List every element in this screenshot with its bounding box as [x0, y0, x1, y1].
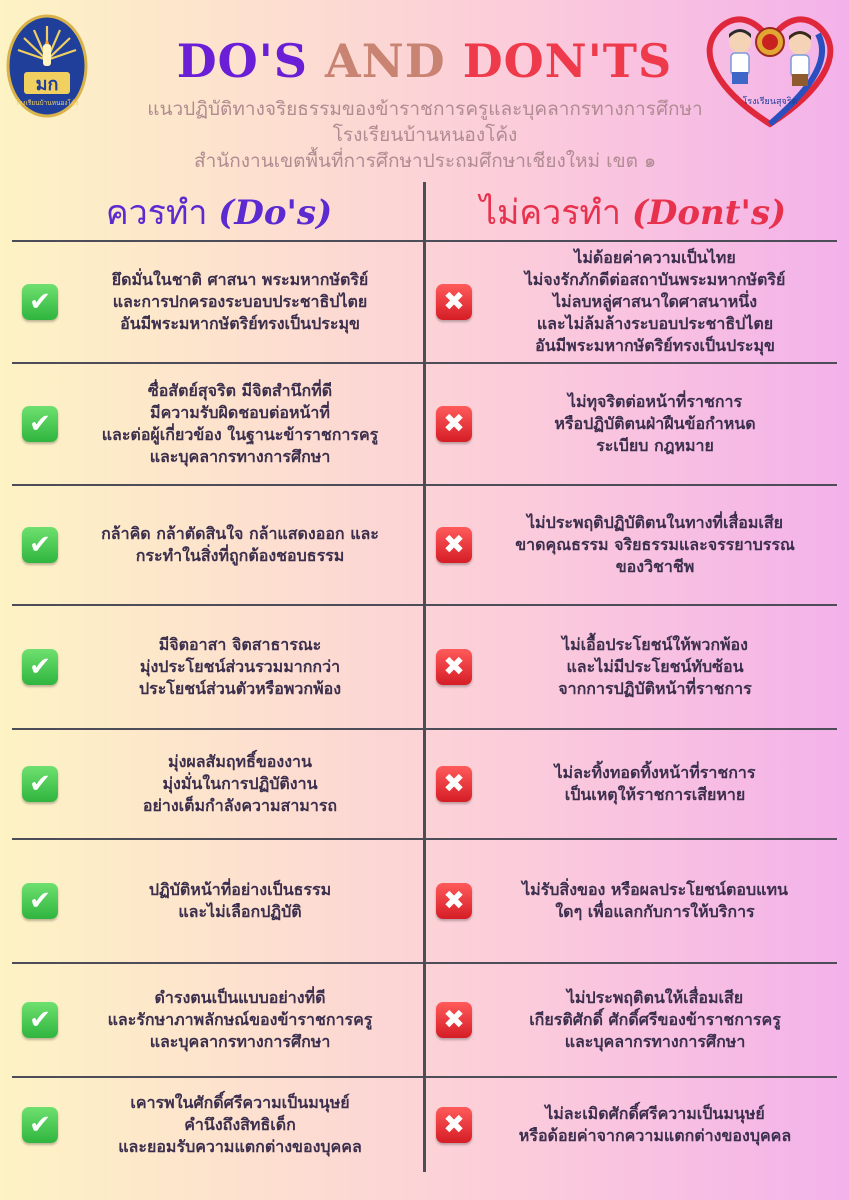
text-line: และบุคลากรทางการศึกษา — [564, 1032, 746, 1051]
text-line: หรือปฏิบัติตนฝ่าฝืนข้อกำหนด — [554, 414, 756, 433]
column-heading-dos-thai: ควรทำ — [105, 193, 208, 233]
dont-item — [428, 964, 838, 1076]
check-icon: ✔ — [22, 527, 58, 563]
dont-item-text — [472, 1103, 838, 1147]
text-line: ไม่ลบหลู่ศาสนาใดศาสนาหนึ่ง — [552, 292, 758, 311]
subtitle-school: โรงเรียนบ้านหนองโค้ง — [332, 124, 518, 146]
text-line: มีจิตอาสา จิตสาธารณะ — [158, 635, 322, 654]
cross-icon: ✖ — [436, 1002, 472, 1038]
school-logo-caption: โรงเรียนบ้านหนองโค้ง — [15, 99, 79, 107]
text-line: และไม่ล้มล้างระบอบประชาธิปไตย — [536, 314, 774, 333]
text-line: ระเบียบ กฎหมาย — [596, 436, 714, 455]
text-line: ไม่ด้อยค่าความเป็นไทย — [574, 248, 736, 267]
do-item — [14, 242, 422, 362]
text-line: ยึดมั่นในชาติ ศาสนา พระมหากษัตริย์ — [111, 270, 369, 289]
do-item-text — [58, 1092, 422, 1158]
cross-icon: ✖ — [436, 527, 472, 563]
title-dos: DO'S — [176, 34, 309, 88]
cross-icon: ✖ — [436, 1107, 472, 1143]
page-title — [0, 34, 849, 88]
text-line: หรือด้อยค่าจากความแตกต่างของบุคคล — [518, 1126, 792, 1145]
school-logo-text: มก — [35, 74, 59, 95]
do-item — [14, 1078, 422, 1172]
text-line: อย่างเต็มกำลังความสามารถ — [142, 796, 338, 815]
dont-item-text — [472, 391, 838, 457]
text-line: ไม่ประพฤติปฏิบัติตนในทางที่เสื่อมเสีย — [527, 513, 783, 532]
text-line: ไม่จงรักภักดีต่อสถาบันพระมหากษัตริย์ — [524, 270, 786, 289]
text-line: มุ่งมั่นในการปฏิบัติงาน — [162, 774, 318, 793]
dont-item-text — [472, 762, 838, 806]
text-line: และต่อผู้เกี่ยวข้อง ในฐานะข้าราชการครู — [101, 425, 379, 444]
do-item — [14, 730, 422, 838]
text-line: อันมีพระมหากษัตริย์ทรงเป็นประมุข — [120, 314, 360, 333]
check-icon: ✔ — [22, 766, 58, 802]
do-item-text — [58, 523, 422, 567]
text-line: และบุคลากรทางการศึกษา — [149, 1032, 331, 1051]
text-line: และไม่เลือกปฏิบัติ — [178, 902, 302, 921]
do-item-text — [58, 879, 422, 923]
text-line: เป็นเหตุให้ราชการเสียหาย — [564, 785, 746, 804]
do-item-text — [58, 634, 422, 700]
text-line: กล้าคิด กล้าตัดสินใจ กล้าแสดงออก และ — [101, 524, 379, 543]
text-line: และยอมรับความแตกต่างของบุคคล — [118, 1137, 362, 1156]
do-item — [14, 486, 422, 604]
text-line: และรักษาภาพลักษณ์ของข้าราชการครู — [107, 1010, 373, 1029]
do-item-text — [58, 751, 422, 817]
do-item — [14, 964, 422, 1076]
check-icon: ✔ — [22, 1002, 58, 1038]
dont-item — [428, 606, 838, 728]
text-line: ดำรงตนเป็นแบบอย่างที่ดี — [154, 988, 326, 1007]
text-line: ขาดคุณธรรม จริยธรรมและจรรยาบรรณ — [515, 535, 795, 554]
text-line: ไม่ละเมิดศักดิ์ศรีความเป็นมนุษย์ — [545, 1104, 765, 1123]
dont-item — [428, 242, 838, 362]
text-line: คำนึงถึงสิทธิเด็ก — [184, 1115, 296, 1134]
check-icon: ✔ — [22, 883, 58, 919]
dont-item-text — [472, 512, 838, 578]
text-line: ของวิชาชีพ — [615, 557, 695, 576]
cross-icon: ✖ — [436, 649, 472, 685]
dont-item-text — [472, 634, 838, 700]
text-line: และการปกครองระบอบประชาธิปไตย — [112, 292, 368, 311]
column-divider — [423, 182, 426, 1172]
honest-school-caption: โรงเรียนสุจริต — [742, 97, 798, 107]
text-line: ไม่เอื้อประโยชน์ให้พวกพ้อง — [562, 635, 748, 654]
column-heading-donts-en: (Dont's) — [631, 193, 787, 233]
dont-item-text — [472, 879, 838, 923]
text-line: ใดๆ เพื่อแลกกับการให้บริการ — [555, 902, 755, 921]
dont-item — [428, 1078, 838, 1172]
check-icon: ✔ — [22, 1107, 58, 1143]
text-line: ประโยชน์ส่วนตัวหรือพวกพ้อง — [138, 679, 342, 698]
cross-icon: ✖ — [436, 883, 472, 919]
subtitle-guideline: แนวปฏิบัติทางจริยธรรมของข้าราชการครูและบุคลากรทางการศึกษา — [147, 98, 703, 120]
check-icon: ✔ — [22, 284, 58, 320]
text-line: ไม่ละทิ้งทอดทิ้งหน้าที่ราชการ — [554, 763, 756, 782]
column-heading-dos — [14, 186, 424, 240]
column-heading-dos-en: (Do's) — [218, 193, 333, 233]
dont-item — [428, 486, 838, 604]
do-item — [14, 364, 422, 484]
text-line: ไม่รับสิ่งของ หรือผลประโยชน์ตอบแทน — [522, 880, 788, 899]
title-donts: DON'TS — [462, 34, 673, 88]
text-line: อันมีพระมหากษัตริย์ทรงเป็นประมุข — [535, 336, 775, 355]
cross-icon: ✖ — [436, 406, 472, 442]
text-line: มุ่งผลสัมฤทธิ์ของงาน — [168, 752, 312, 771]
text-line: กระทำในสิ่งที่ถูกต้องชอบธรรม — [135, 546, 345, 565]
do-item-text — [58, 380, 422, 468]
dont-item — [428, 730, 838, 838]
text-line: ปฏิบัติหน้าที่อย่างเป็นธรรม — [148, 880, 332, 899]
cross-icon: ✖ — [436, 284, 472, 320]
text-line: เคารพในศักดิ์ศรีความเป็นมนุษย์ — [130, 1093, 350, 1112]
dont-item — [428, 364, 838, 484]
do-item-text — [58, 269, 422, 335]
dont-item-text — [472, 987, 838, 1053]
cross-icon: ✖ — [436, 766, 472, 802]
do-item-text — [58, 987, 422, 1053]
check-icon: ✔ — [22, 649, 58, 685]
text-line: เกียรติศักดิ์ ศักดิ์ศรีของข้าราชการครู — [529, 1010, 781, 1029]
subtitle-office: สำนักงานเขตพื้นที่การศึกษาประถมศึกษาเชียงใหม่ เขต ๑ — [193, 150, 657, 172]
text-line: และไม่มีประโยชน์ทับซ้อน — [566, 657, 744, 676]
dont-item-text — [472, 247, 838, 357]
text-line: ไม่ประพฤติตนให้เสื่อมเสีย — [566, 988, 744, 1007]
do-item — [14, 840, 422, 962]
text-line: ไม่ทุจริตต่อหน้าที่ราชการ — [567, 392, 743, 411]
do-item — [14, 606, 422, 728]
dont-item — [428, 840, 838, 962]
text-line: และบุคลากรทางการศึกษา — [149, 447, 331, 466]
column-heading-donts — [428, 186, 838, 240]
column-heading-donts-thai: ไม่ควรทำ — [479, 193, 621, 233]
text-line: จากการปฏิบัติหน้าที่ราชการ — [558, 679, 752, 698]
text-line: ซื่อสัตย์สุจริต มีจิตสำนึกที่ดี — [147, 381, 333, 400]
text-line: มีความรับผิดชอบต่อหน้าที่ — [150, 403, 330, 422]
text-line: มุ่งประโยชน์ส่วนรวมมากกว่า — [139, 657, 341, 676]
title-and: AND — [325, 34, 446, 88]
check-icon: ✔ — [22, 406, 58, 442]
